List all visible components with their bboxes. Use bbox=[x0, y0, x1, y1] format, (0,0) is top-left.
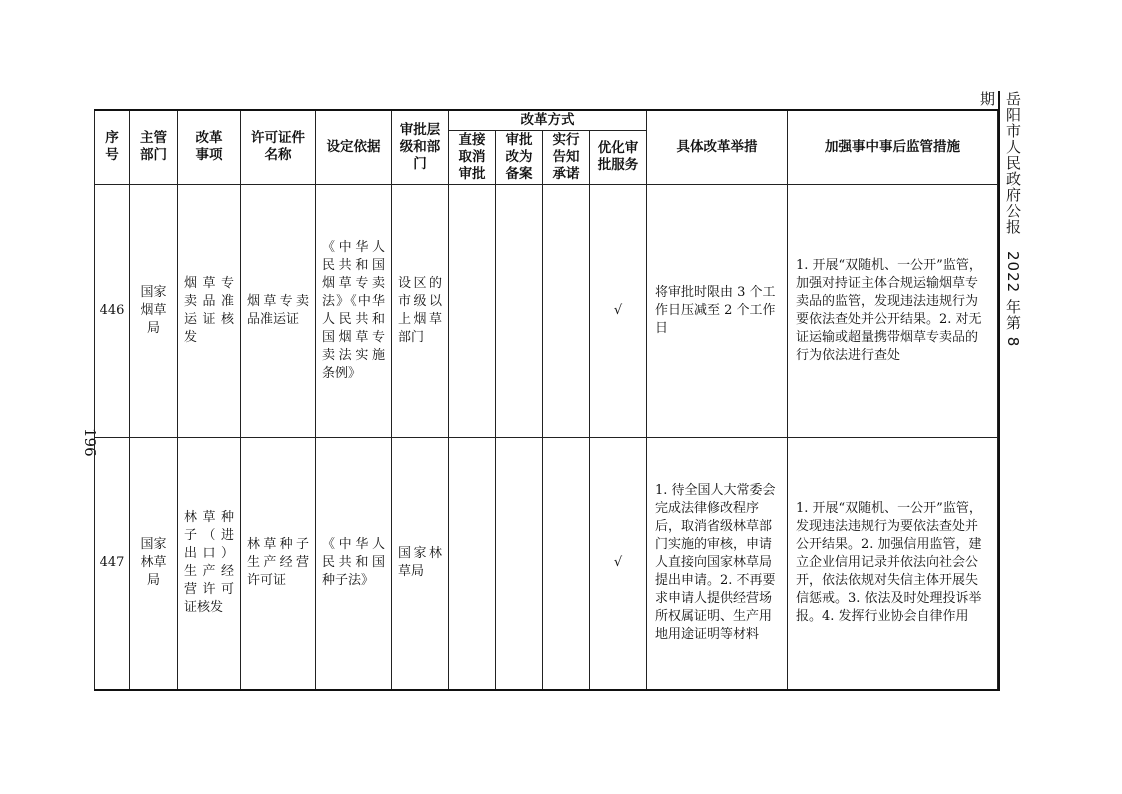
cell-dept: 国家林草局 bbox=[130, 437, 178, 690]
header-seq: 序号 bbox=[95, 110, 130, 184]
cell-filing bbox=[496, 184, 543, 437]
running-header bbox=[978, 91, 1026, 361]
page-number: 196 bbox=[81, 428, 99, 457]
cell-basis: 《中华人民共和国种子法》 bbox=[316, 437, 392, 690]
cell-cancel bbox=[449, 437, 496, 690]
header-measures: 具体改革举措 bbox=[647, 110, 788, 184]
cell-supervision: 1. 开展“双随机、一公开”监管，发现违法违规行为要依法查处并公开结果。2. 加强信用监管，建立企业信用记录并依法向社会公开，依法依规对失信主体开展失信惩戒。3. 依法及时处理投诉举报。4. 发挥行业协会自律作用 bbox=[788, 437, 998, 690]
header-dept: 主管部门 bbox=[130, 110, 178, 184]
header-mode-optimize: 优化审批服务 bbox=[590, 130, 647, 184]
header-level: 审批层级和部门 bbox=[392, 110, 449, 184]
cell-optimize: √ bbox=[590, 184, 647, 437]
header-license: 许可证件名称 bbox=[241, 110, 316, 184]
table-row bbox=[95, 184, 998, 437]
cell-level: 国家林草局 bbox=[392, 437, 449, 690]
cell-measures: 1. 待全国人大常委会完成法律修改程序后，取消省级林草部门实施的审核，申请人直接向国家林草局提出申请。2. 不再要求申请人提供经营场所权属证明、生产用地用途证明等材料 bbox=[647, 437, 788, 690]
cell-supervision: 1. 开展“双随机、一公开”监管，加强对持证主体合规运输烟草专卖品的监管，发现违法违规行为要依法查处并公开结果。2. 对无证运输或超量携带烟草专卖品的行为依法进行查处 bbox=[788, 184, 998, 437]
cell-basis: 《中华人民共和国烟草专卖法》《中华人民共和国烟草专卖法实施条例》 bbox=[316, 184, 392, 437]
issue-number: 2022 年第 8 期 bbox=[978, 91, 1022, 348]
cell-notify bbox=[543, 437, 590, 690]
cell-filing bbox=[496, 437, 543, 690]
header-basis: 设定依据 bbox=[316, 110, 392, 184]
header-mode-filing: 审批改为备案 bbox=[496, 130, 543, 184]
cell-cancel bbox=[449, 184, 496, 437]
cell-seq: 447 bbox=[95, 437, 130, 690]
header-supervision: 加强事中事后监管措施 bbox=[788, 110, 998, 184]
header-mode-notify: 实行告知承诺 bbox=[543, 130, 590, 184]
cell-dept: 国家烟草局 bbox=[130, 184, 178, 437]
cell-item: 林草种子（进出口）生产经营许可证核发 bbox=[178, 437, 241, 690]
cell-measures: 将审批时限由 3 个工作日压减至 2 个工作日 bbox=[647, 184, 788, 437]
cell-license: 林草种子生产经营许可证 bbox=[241, 437, 316, 690]
cell-item: 烟草专卖品准运证核发 bbox=[178, 184, 241, 437]
table-row bbox=[95, 437, 998, 690]
cell-seq: 446 bbox=[95, 184, 130, 437]
reform-table bbox=[94, 109, 998, 691]
cell-optimize: √ bbox=[590, 437, 647, 690]
header-mode-cancel: 直接取消审批 bbox=[449, 130, 496, 184]
cell-level: 设区的市级以上烟草部门 bbox=[392, 184, 449, 437]
cell-license: 烟草专卖品准运证 bbox=[241, 184, 316, 437]
cell-notify bbox=[543, 184, 590, 437]
journal-title: 岳阳市人民政府公报 bbox=[1004, 91, 1022, 235]
header-reform-mode: 改革方式 bbox=[449, 110, 647, 130]
header-item: 改革事项 bbox=[178, 110, 241, 184]
